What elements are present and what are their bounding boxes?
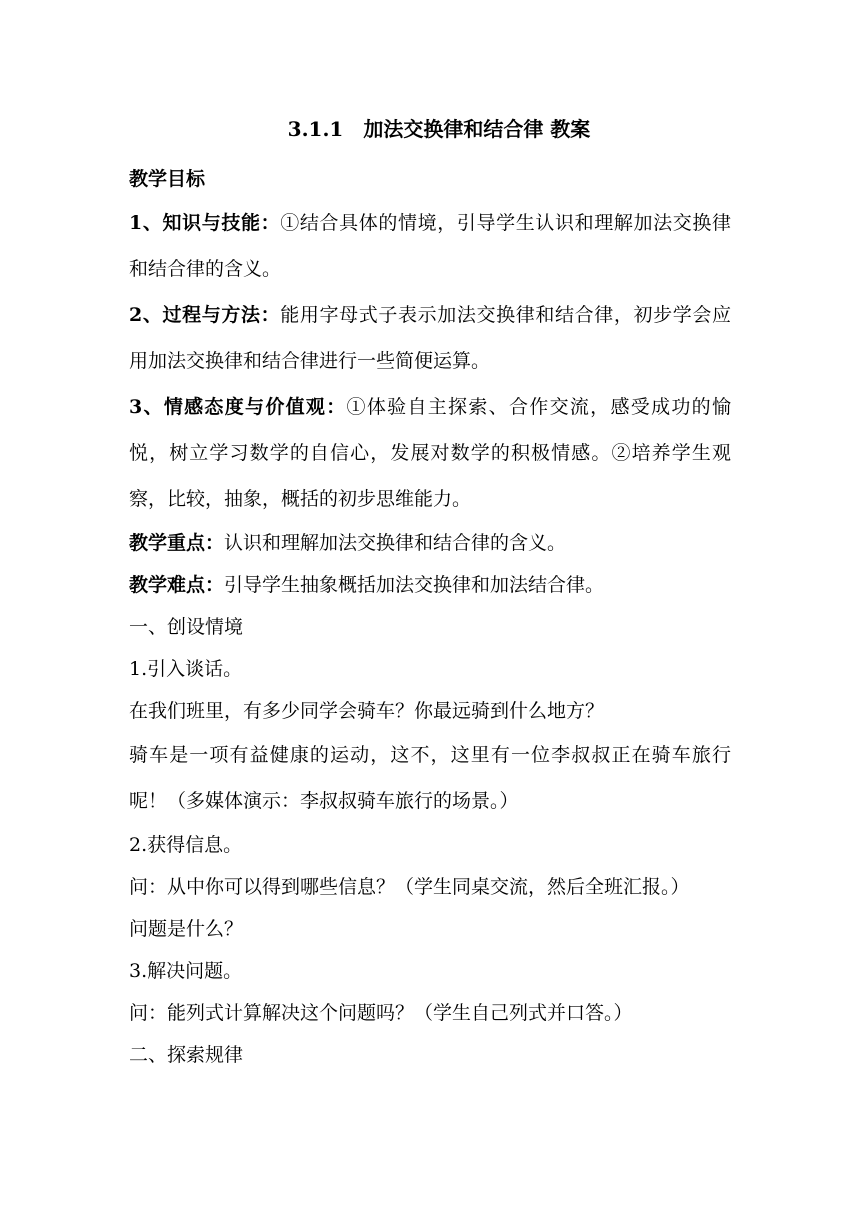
intro-description: 骑车是一项有益健康的运动，这不，这里有一位李叔叔正在骑车旅行呢！（多媒体演示：李叔叔骑车旅行的场景。） — [129, 744, 731, 812]
objective-label: 2、过程与方法： — [129, 304, 281, 326]
problem-question: 问题是什么？ — [129, 918, 244, 940]
objective-label: 1、知识与技能： — [129, 212, 281, 234]
solve-question: 问：能列式计算解决这个问题吗？（学生自己列式并口答。） — [129, 1002, 633, 1024]
objective-text: ①体验自主探索、合作交流，感受成功的愉悦，树立学习数学的自信心，发展对数学的积极情感。②培养学生观察，比较，抽象，概括的初步思维能力。 — [129, 396, 731, 510]
info-question: 问：从中你可以得到哪些信息？（学生同桌交流，然后全班汇报。） — [129, 876, 690, 898]
objectives-heading: 教学目标 — [129, 168, 206, 190]
section-heading-explore: 二、探索规律 — [129, 1044, 244, 1066]
objective-label: 3、情感态度与价值观： — [129, 396, 347, 418]
objective-text: ①结合具体的情境，引导学生认识和理解加法交换律和结合律的含义。 — [129, 212, 731, 280]
difficult-point-label: 教学难点： — [129, 574, 225, 596]
step-title-solve: 3.解决问题。 — [129, 960, 243, 982]
section-heading-situation: 一、创设情境 — [129, 616, 244, 638]
step-title-intro: 1.引入谈话。 — [129, 658, 243, 680]
objective-knowledge — [129, 200, 731, 292]
objective-text: 能用字母式子表示加法交换律和结合律，初步学会应用加法交换律和结合律进行一些简便运算。 — [129, 304, 731, 372]
objective-process — [129, 292, 731, 384]
document-content — [129, 112, 731, 1076]
key-point-text: 认识和理解加法交换律和结合律的含义。 — [224, 532, 567, 554]
step-title-info: 2.获得信息。 — [129, 834, 243, 856]
key-point-label: 教学重点： — [129, 532, 225, 554]
difficult-point — [129, 564, 731, 606]
intro-question: 在我们班里，有多少同学会骑车？你最远骑到什么地方？ — [129, 700, 605, 722]
difficult-point-text: 引导学生抽象概括加法交换律和加法结合律。 — [224, 574, 605, 596]
objective-attitude — [129, 384, 731, 522]
key-point — [129, 522, 731, 564]
page-title: 3.1.1 加法交换律和结合律 教案 — [287, 117, 591, 141]
